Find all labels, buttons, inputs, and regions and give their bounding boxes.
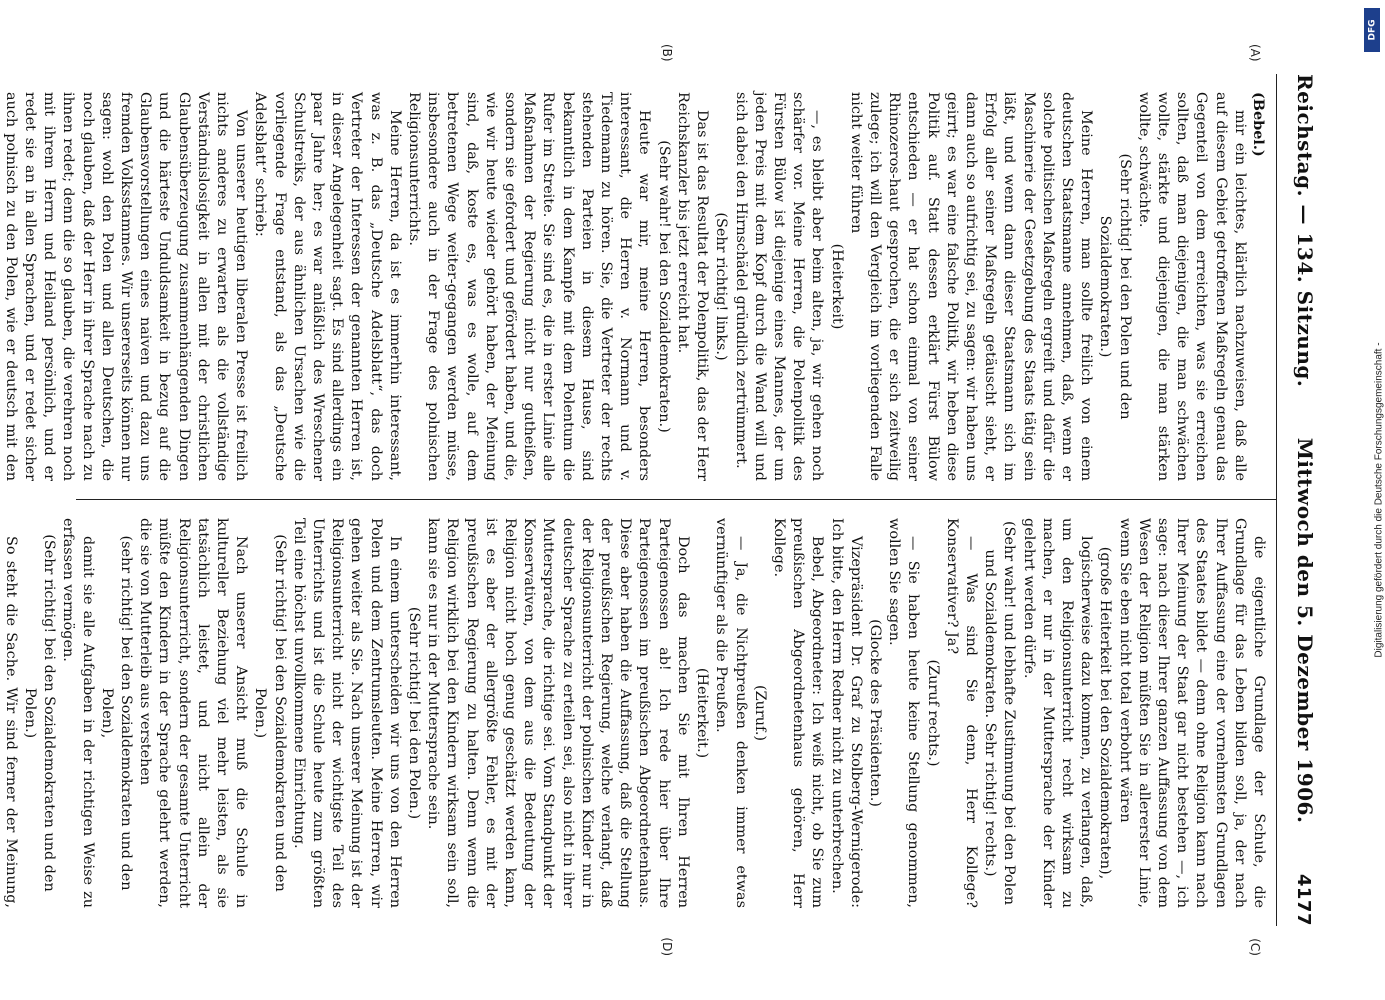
- interjection: (Zuruf rechts.): [924, 659, 941, 767]
- paragraph: logischerweise dazu kommen, zu verlangen, daß, um den Religionsunterricht recht wirksam zu machen, er nur in der Muttersprache der Kinder gelehrt werden dürfe.: [1020, 518, 1095, 908]
- paragraph: — Sie haben heute keine Stellung genommen, wollen Sie sagen.: [886, 518, 922, 908]
- dfg-logo: [1364, 8, 1380, 52]
- interjection: (Sehr wahr! und lebhafte Zustimmung bei den Polen und Sozialdemokraten. Sehr richtig! rechts.): [982, 520, 1018, 906]
- interjection: (Heiterkeit): [828, 243, 845, 330]
- paragraph: Nach unserer Ansicht muß die Schule in kultureller Beziehung viel mehr leisten, als sie tatsächlich leistet, und nicht allein der Religionsunterricht, sondern der gesamte Unterricht müßte den Kindern in der Sprache gelehrt werden, die sie von Mutterleib aus verstehen: [137, 518, 250, 908]
- interjection: (Sehr richtig! bei den Polen und den Sozialdemokraten.): [1097, 153, 1133, 420]
- header-right: Mittwoch den 5. Dezember 1906.: [1293, 437, 1317, 824]
- paragraph: —, es bleibt aber beim alten, ja, wir gehen noch schärfer vor. Meine Herren, die Polenpolitik des Fürsten Bülow ist diejenige eines Mannes, der um jeden Preis mit dem Kopf durch die Wand will und sich dabei den Hirnschädel gründlich zertrümmert.: [732, 92, 826, 481]
- interjection: (Zuruf.): [751, 684, 768, 742]
- paragraph: Meine Herren, da ist es immerhin interessant, was z. B. das „Deutsche Adelsblatt“, das doch Vertreter der Interessen der genannten Herren ist, in dieser Angelegenheit sagt. Es sind allerdings ein paar Jahre her; es war anläßlich des Wreschener Schulstreiks, der aus ähnlichen Ursachen wie die vorliegende Frage entstand, als das „Deutsche Adelsblatt“ schrieb:: [252, 92, 403, 481]
- paragraph: Vizepräsident Dr. Graf zu Stolberg-Wernigerode: Ich bitte, den Herrn Redner nicht zu unterbrechen.: [828, 518, 864, 908]
- rotated-page: [2, 40, 1321, 960]
- page-header: [1276, 74, 1317, 926]
- interjection: (Glocke des Präsidenten.): [866, 619, 883, 807]
- interjection: (Sehr richtig! bei den Polen.): [406, 606, 423, 820]
- paragraph: In einem unterscheiden wir uns von den Herren Polen und dem Zentrumsleuten. Meine Herren, wir gehen weiter als Sie. Nach unserer Meinung ist der Religionsunterricht nicht der wichtigste Teil des Unterrichts und ist die Schule heute zum größten Teil eine höchst unvollkommene Einrichtung.: [290, 518, 403, 908]
- paragraph: — Was sind Sie denn, Herr Kollege? Konservativer? Ja?: [943, 518, 979, 908]
- speaker-name: (Bebel.): [1250, 92, 1267, 157]
- interjection: (Sehr richtig! bei den Sozialdemokraten und den Polen.): [252, 534, 288, 892]
- interjection: (Heiterkeit.): [694, 667, 711, 759]
- interjection: (Sehr richtig! bei den Sozialdemokraten und den Polen.): [22, 534, 58, 892]
- page-number: 4177: [1293, 873, 1314, 926]
- paragraph: die eigentliche Grundlage der Schule, die Grundlage für das Leben bilden soll, ja, der nach Ihrer Auffassung eine der vornehmsten Grundlagen des Staates bildet — denn ohne Religion kann nach Ihrer Meinung der Staat gar nicht bestehen —, ich sage: nach dieser Ihrer ganzen Auffassung von dem Wesen der Religion müßten Sie in allererster Linie, wenn Sie eben nicht total verbohrt wären: [1116, 518, 1267, 908]
- margin-mark-d: (D): [660, 937, 674, 956]
- interjection: (sehr richtig! bei den Sozialdemokraten und den Polen),: [98, 535, 135, 891]
- interjection: (Sehr wahr! bei den Sozialdemokraten.): [655, 140, 672, 433]
- right-column: [2, 500, 1276, 956]
- dfg-logo-text: DFG: [1367, 19, 1378, 41]
- paragraph: damit sie alle Aufgaben in der richtigen Weise zu erfassen vermögen.: [60, 518, 96, 908]
- digitization-note: Digitalisierung gefördert durch die Deutsche Forschungsgemeinschaft -: [1373, 342, 1385, 658]
- paragraph: — Ja, die Nichtpreußen denken immer etwas vernünftiger als die Preußen.: [713, 518, 749, 908]
- paragraph: Heute war mir, meine Herren, besonders interessant, die Herren v. Normann und v. Tiedemann zu hören. Sie, die Vertreter der rechts stehenden Parteien in diesem Hause, sind bekanntlich in dem Kampfe mit dem Polentum die Rufer im Streite. Sie sind es, die in erster Linie alle Maßnahmen der Regierung nicht nur gutheißen, sondern sie gefordert und gefördert haben, und die, wie wir heute wieder gehört haben, der Meinung sind, daß, koste es, was es wolle, auf dem betretenen Wege weiter-gegangen werden müsse, insbesondere auch in der Frage des polnischen Religionsunterrichts.: [406, 92, 653, 481]
- text-columns: [2, 44, 1276, 956]
- interjection: (große Heiterkeit bei den Sozialdemokraten),: [1097, 546, 1114, 880]
- interjection: (Sehr richtig! links.): [713, 212, 730, 361]
- paragraph: Doch das machen Sie mit Ihren Herren Parteigenossen ab! Ich rede hier über Ihre Parteigenossen im preußischen Abgeordnetenhaus. Diese aber haben die Auffassung, daß die Stellung der preußischen Regierung, welche verlangt, daß der Religionsunterricht der polnischen Kinder nur in deutscher Sprache zu erteilen sei, also nicht in ihrer Muttersprache, die richtige sei. Vom Standpunkt der Konservativen, von dem aus die Bedeutung der Religion nicht hoch genug geschätzt werden kann, ist es aber der allergrößte Fehler, es mit der preußischen Regierung zu halten. Denn wenn die Religion wirklich bei den Kindern wirksam sein soll, kann sie es nur in der Muttersprache sein.: [425, 518, 691, 908]
- paragraph: So steht die Sache. Wir sind ferner der Meinung,: [2, 536, 19, 908]
- paragraph: Das ist das Resultat der Polenpolitik, das der Herr Reichskanzler bis jetzt erreicht hat.: [674, 92, 711, 481]
- paragraph: Bebel, Abgeordneter: Ich weiß nicht, ob Sie zum preußischen Abgeordnetenhaus gehören, Herr Kollege.: [770, 518, 826, 908]
- margin-mark-b: (B): [660, 44, 674, 62]
- paragraph: Meine Herren, man sollte freilich von einem deutschen Staatsmanne annehmen, daß, wenn er solche politischen Maßregeln ergreift und dafür die Maschinerie der Gesetzgebung des Staats tätig sein läßt, und wenn dann dieser Staatsmann sich im Erfolg aller seiner Maßregeln getäuscht sieht, er dann auch so aufrichtig sei, zu sagen: wir haben uns geirrt; es war eine falsche Politik, wir heben diese Politik auf. Statt dessen erklärt Fürst Bülow entschieden — er hat schon einmal von seiner Rhinozeros-haut gesprochen, die er sich zeitweilig zulege; ich will den Vergleich im vorliegenden Falle nicht weiter führen: [847, 92, 1095, 481]
- paragraph: mir ein leichtes, klärlich nachzuweisen, daß alle auf diesem Gebiet getroffenen Maßregeln genau das Gegenteil von dem erreichten, was sie erreichen sollten, daß man diejenigen, die man schwächen wollte, stärkte und diejenigen, die man stärken wollte, schwächte.: [1135, 92, 1248, 481]
- header-left: Reichstag. — 134. Sitzung.: [1293, 74, 1317, 388]
- left-column: [2, 44, 1276, 500]
- paragraph: Von unserer heutigen liberalen Presse ist freilich nichts anderes zu erwarten als die vollständige Verständnislosigkeit in allen mit der christlichen Glaubensüberzeugung zusammenhängenden Dingen und die härteste Unduldsamkeit in bezug auf die Glaubensvorstellungen eines naiven und dazu uns fremden Volksstammes. Wir unsererseits können nur sagen: wohl den Polen und allen Deutschen, die noch glauben, daß der Herr in ihrer Sprache nach zu ihnen redet; denn die so glauben, die verehren noch mit ihrem Herrn und Heiland persönlich, und er redet sie an in allen Sprachen, und er redet sicher auch polnisch zu den Polen, wie er deutsch mit den: [2, 92, 250, 481]
- margin-mark-a: (A): [1248, 44, 1262, 62]
- margin-mark-c: (C): [1248, 938, 1262, 956]
